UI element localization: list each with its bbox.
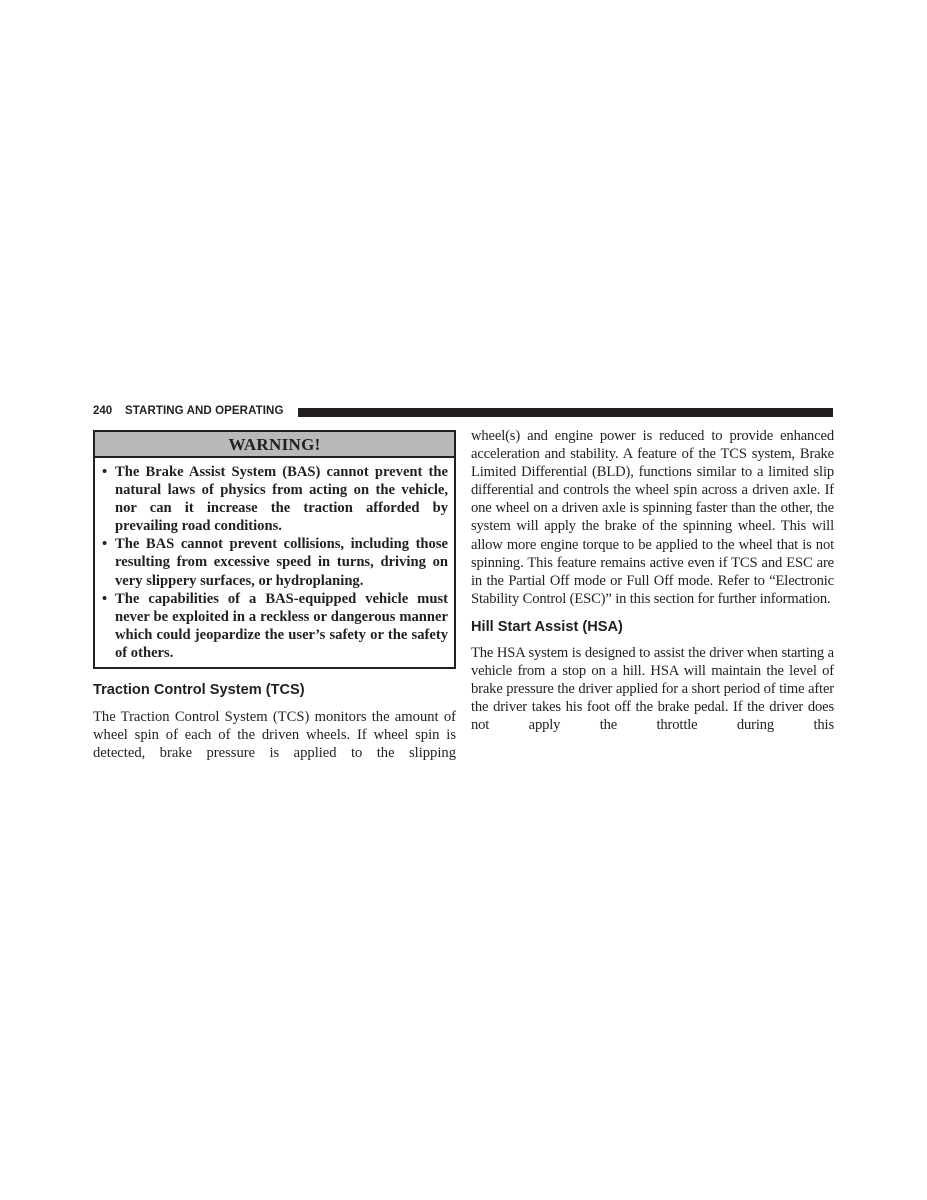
hsa-paragraph: The HSA system is designed to assist the driver when starting a vehicle from a stop on a hill. HSA will maintain the level of brake pressure the driver applied for a short period of time after the driver takes his foot off the brake pedal. If the driver does not apply the throttle during this <box>471 644 834 734</box>
tcs-paragraph-start: The Traction Control System (TCS) monitors the amount of wheel spin of each of the driven wheels. If wheel spin is detected, brake pressure is applied to the slipping <box>93 709 456 762</box>
header-rule <box>298 408 833 417</box>
warning-list <box>95 458 454 667</box>
warning-item-text: The BAS cannot prevent collisions, including those resulting from excessive speed in turns, driving on very slippery surfaces, or hydroplaning. <box>115 536 448 589</box>
page-header <box>93 405 833 421</box>
warning-item-text: The Brake Assist System (BAS) cannot prevent the natural laws of physics from acting on the vehicle, nor can it increase the traction afforded by prevailing road conditions. <box>115 464 448 535</box>
warning-title: WARNING! <box>95 432 454 458</box>
left-column <box>93 430 456 762</box>
bullet-icon: • <box>102 464 108 480</box>
tcs-heading: Traction Control System (TCS) <box>93 682 305 699</box>
warning-item <box>102 463 448 535</box>
warning-item <box>102 590 448 662</box>
right-column <box>471 427 834 734</box>
warning-item-text: The capabilities of a BAS-equipped vehicle must never be exploited in a reckless or dangerous manner which could jeopardize the user’s safety or the safety of others. <box>115 590 448 661</box>
warning-box <box>93 430 456 669</box>
section-title: STARTING AND OPERATING <box>125 405 284 417</box>
bullet-icon: • <box>102 590 108 607</box>
page-number: 240 <box>93 405 113 417</box>
bullet-icon: • <box>102 536 108 553</box>
tcs-paragraph-continued: wheel(s) and engine power is reduced to provide enhanced acceleration and stability. A feature of the TCS system, Brake Limited Differential (BLD), functions similar to a limited slip differential and controls the wheel spin across a driven axle. If one wheel on a driven axle is spinning faster than the other, the system will apply the brake of the spinning wheel. This will allow more engine torque to be applied to the wheel that is not spinning. This feature remains active even if TCS and ESC are in the Partial Off mode or Full Off mode. Refer to “Electronic Stability Control (ESC)” in this section for further information. <box>471 428 834 607</box>
warning-item <box>102 535 448 589</box>
hsa-heading: Hill Start Assist (HSA) <box>471 618 623 635</box>
